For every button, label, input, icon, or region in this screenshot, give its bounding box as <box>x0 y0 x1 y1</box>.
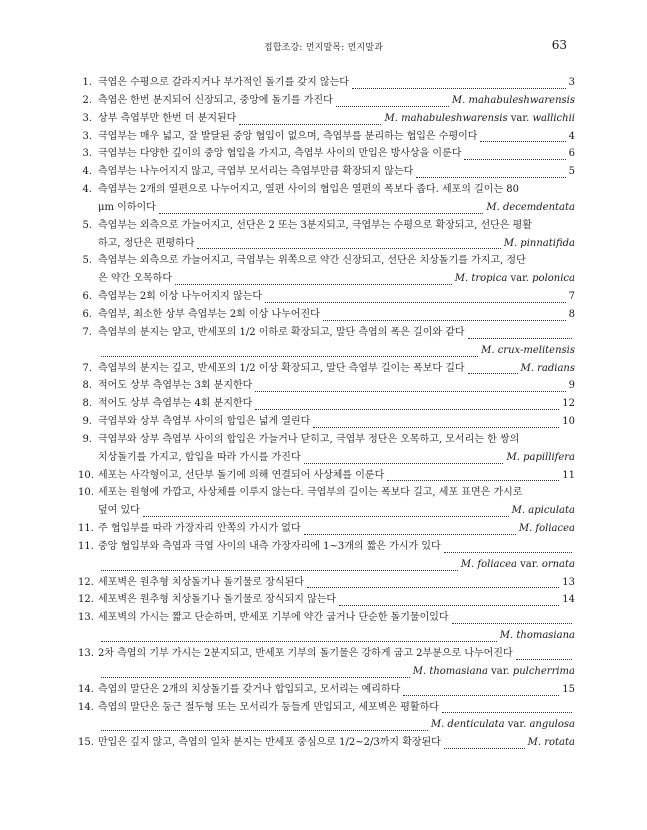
entry-text: 측엽부는 2개의 열편으로 나누어지고, 열편 사이의 협입은 열편의 폭보다 좁다. 세포의 길이는 80 <box>98 184 520 196</box>
leader-dots <box>101 570 458 571</box>
species-epithet: M. rotata <box>527 737 575 749</box>
variety-marker: var. <box>507 112 533 124</box>
leader-dots <box>313 427 559 428</box>
entry-number: 7. <box>82 326 92 338</box>
leader-dots <box>480 141 565 142</box>
leader-dots <box>468 373 518 374</box>
key-entry <box>78 110 575 128</box>
entry-text: 세포벽은 원추형 치상돌기나 돌기물로 장식된다 <box>98 576 304 588</box>
entry-body <box>98 395 575 413</box>
lead-number: 3 <box>568 77 575 88</box>
species-name <box>521 360 575 378</box>
species-epithet: M. tropica <box>454 273 508 285</box>
entry-text: 극엽부는 매우 넓고, 잘 발달된 중앙 협입이 없으며, 측엽부를 분리하는 협입은 수평이다 <box>98 130 478 142</box>
entry-text: 극엽은 수평으로 갈라지거나 부가적인 돌기를 갖지 않는다 <box>98 77 349 88</box>
leader-dots <box>307 587 559 588</box>
key-entry <box>78 92 575 110</box>
entry-text: 측엽부의 분지는 깊고, 반세포의 1/2 이상 확장되고, 말단 측엽부 길이는 폭보다 길다 <box>98 362 465 374</box>
entry-number: 11. <box>78 540 94 552</box>
entry-line <box>98 377 575 395</box>
lead-reference <box>569 74 575 92</box>
lead-reference <box>569 128 575 146</box>
variety-epithet: angulosa <box>529 719 575 731</box>
entry-text: 상부 측엽부만 한번 더 분지된다 <box>98 112 237 124</box>
entry-line <box>98 199 575 217</box>
lead-number: 12 <box>562 398 575 410</box>
entry-text: 극엽부는 다양한 깊이의 중앙 협입을 가지고, 측엽부 사이의 만입은 방사상을 이룬다 <box>98 148 462 160</box>
page-header <box>0 40 647 56</box>
entry-line <box>98 92 575 110</box>
key-entry <box>78 252 575 288</box>
leader-dots <box>442 712 572 713</box>
entry-number: 9. <box>82 416 92 428</box>
species-name <box>384 110 575 128</box>
entry-number: 8. <box>82 398 92 410</box>
key-entry <box>78 484 575 520</box>
entry-body <box>98 360 575 378</box>
leader-dots <box>175 284 452 285</box>
leader-dots <box>101 356 478 357</box>
entry-body <box>98 145 575 163</box>
leader-dots <box>387 480 559 481</box>
entry-line <box>98 484 575 502</box>
leader-dots <box>304 463 504 464</box>
leader-dots <box>255 409 559 410</box>
entry-text: 측엽의 말단은 둥근 절두형 또는 모서리가 둥들게 만입되고, 세포벽은 평활하다 <box>98 701 439 713</box>
key-entry <box>78 681 575 699</box>
leader-dots <box>101 641 497 642</box>
species-name <box>431 716 575 734</box>
leader-dots <box>452 623 572 624</box>
entry-text: 측엽은 한번 분지되어 신장되고, 중앙에 돌기를 가진다 <box>98 94 333 106</box>
entry-line <box>98 288 575 306</box>
running-title: 접합조강: 먼지말목: 먼지말과 <box>263 43 384 53</box>
lead-reference <box>562 413 575 431</box>
entry-line <box>98 324 575 342</box>
key-entry <box>78 377 575 395</box>
entry-number: 2. <box>82 94 92 106</box>
entry-number: 10. <box>78 487 94 499</box>
entry-line <box>98 449 575 467</box>
entry-body <box>98 377 575 395</box>
leader-dots <box>444 748 525 749</box>
entry-number: 15. <box>78 737 94 749</box>
leader-dots <box>197 248 500 249</box>
species-name <box>512 502 575 520</box>
entry-line <box>98 74 575 92</box>
entry-number: 4. <box>82 166 92 178</box>
lead-number: 8 <box>568 308 575 320</box>
key-entry <box>78 591 575 609</box>
variety-epithet: ornata <box>541 558 575 570</box>
entry-text: 덮여 있다 <box>98 505 140 517</box>
entry-line <box>98 645 575 663</box>
species-epithet: M. apiculata <box>511 505 575 517</box>
lead-reference <box>569 306 575 324</box>
species-epithet: M. papillifera <box>506 451 575 463</box>
entry-text: 주 협입부를 따라 가장자리 안쪽의 가시가 없다 <box>98 523 301 535</box>
leader-dots <box>159 213 484 214</box>
entry-line <box>98 128 575 146</box>
variety-epithet: polonica <box>532 273 575 285</box>
entry-line <box>98 252 575 270</box>
entry-text: 측엽부는 나누어지지 않고, 극엽부 모서리는 측엽부만큼 확장되지 않는다 <box>98 166 414 178</box>
key-entry <box>78 163 575 181</box>
entry-body <box>98 467 575 485</box>
entry-line <box>98 538 575 556</box>
entry-line <box>98 467 575 485</box>
variety-epithet: pulcherrima <box>512 665 575 677</box>
entry-text: 세포벽의 가시는 짧고 단순하며, 반세포 기부에 약간 굽거나 단순한 돌기물이있다 <box>98 612 449 624</box>
entry-line <box>98 306 575 324</box>
key-entry <box>78 734 575 752</box>
lead-number: 6 <box>568 148 575 160</box>
taxonomic-key <box>78 74 575 752</box>
entry-body <box>98 413 575 431</box>
entry-text: 세포는 사각형이고, 선단부 돌기에 의해 연결되어 사상체를 이룬다 <box>98 469 385 481</box>
species-name <box>455 270 575 288</box>
species-name <box>506 449 575 467</box>
species-name <box>413 663 575 681</box>
entry-text: 측엽부의 분지는 얕고, 반세포의 1/2 이하로 확장되고, 말단 측엽의 폭은 길이와 같다 <box>98 326 465 338</box>
entry-number: 13. <box>78 648 94 659</box>
entry-line <box>98 627 575 645</box>
entry-line <box>98 663 575 681</box>
entry-text: 적어도 상부 측엽부는 3회 분지한다 <box>98 380 253 392</box>
entry-text: 세포는 원형에 가깝고, 사상체를 이루지 않는다. 극엽부의 길이는 폭보다 길고, 세포 표면은 가시로 <box>98 487 523 499</box>
key-entry <box>78 306 575 324</box>
key-entry <box>78 520 575 538</box>
leader-dots <box>323 320 566 321</box>
species-name <box>481 342 575 360</box>
entry-text: 은 약간 오목하다 <box>98 273 172 285</box>
lead-reference <box>569 163 575 181</box>
leader-dots <box>352 88 566 89</box>
lead-number: 4 <box>568 130 575 142</box>
entry-number: 3. <box>82 130 92 142</box>
lead-reference <box>562 395 575 413</box>
leader-dots <box>101 677 410 678</box>
entry-line <box>98 681 575 699</box>
variety-marker: var. <box>507 273 533 285</box>
key-entry <box>78 538 575 574</box>
leader-dots <box>464 159 565 160</box>
entry-number: 4. <box>82 184 92 196</box>
variety-epithet: wallichii <box>532 112 575 124</box>
page-number: 63 <box>551 38 567 52</box>
lead-number: 15 <box>562 683 575 695</box>
entry-line <box>98 502 575 520</box>
entry-body <box>98 288 575 306</box>
entry-line <box>98 556 575 574</box>
leader-dots <box>143 516 509 517</box>
lead-number: 9 <box>568 380 575 392</box>
entry-line <box>98 145 575 163</box>
entry-line <box>98 110 575 128</box>
key-entry <box>78 395 575 413</box>
entry-body <box>98 324 575 360</box>
species-epithet: M. foliacea <box>460 558 517 570</box>
entry-text: 측엽부는 2회 이상 나누어지지 않는다 <box>98 291 262 303</box>
lead-number: 11 <box>562 469 575 481</box>
entry-line <box>98 716 575 734</box>
entry-line <box>98 699 575 717</box>
entry-body <box>98 74 575 92</box>
lead-number: 14 <box>562 594 575 606</box>
key-entry <box>78 413 575 431</box>
entry-body <box>98 306 575 324</box>
entry-text: μm 이하이다 <box>98 201 156 213</box>
entry-text: 중앙 협입부와 측엽과 극엽 사이의 내측 가장자리에 1~3개의 짧은 가시가 있다 <box>98 540 441 552</box>
entry-text: 치상돌기를 가지고, 합입을 따라 가시를 가진다 <box>98 451 301 463</box>
variety-marker: var. <box>516 558 542 570</box>
entry-line <box>98 163 575 181</box>
species-epithet: M. thomasiana <box>499 630 575 642</box>
lead-reference <box>562 591 575 609</box>
entry-line <box>98 217 575 235</box>
entry-line <box>98 360 575 378</box>
entry-number: 9. <box>82 433 92 445</box>
lead-reference <box>569 377 575 395</box>
entry-body <box>98 609 575 645</box>
entry-number: 1. <box>82 77 92 88</box>
key-entry <box>78 288 575 306</box>
key-entry <box>78 645 575 681</box>
species-epithet: M. decemdentata <box>486 201 575 213</box>
key-entry <box>78 324 575 360</box>
species-name <box>500 627 575 645</box>
entry-line <box>98 591 575 609</box>
species-name <box>528 734 575 752</box>
entry-number: 8. <box>82 380 92 392</box>
species-epithet: M. foliacea <box>518 523 575 535</box>
key-entry <box>78 217 575 253</box>
species-epithet: M. mahabuleshwarensis <box>451 94 575 106</box>
key-entry <box>78 609 575 645</box>
entry-line <box>98 270 575 288</box>
entry-text: 만입은 깊지 않고, 측엽의 일차 분지는 반세포 중심으로 1/2~2/3까지 확장된다 <box>98 737 441 749</box>
entry-number: 3. <box>82 148 92 160</box>
entry-line <box>98 431 575 449</box>
entry-body <box>98 252 575 288</box>
entry-text: 측엽부는 외측으로 가늘어지고, 극엽부는 위쪽으로 약간 신장되고, 선단은 치상돌기를 가지고, 정단 <box>98 255 526 267</box>
entry-number: 14. <box>78 683 94 695</box>
entry-text: 2차 측엽의 기부 가시는 2분지되고, 반세포 기부의 돌기물은 강하게 굽고 2부분으로 나누어진다 <box>98 648 513 659</box>
entry-body <box>98 699 575 735</box>
key-entry <box>78 128 575 146</box>
leader-dots <box>265 302 566 303</box>
entry-body <box>98 431 575 467</box>
entry-body <box>98 163 575 181</box>
species-epithet: M. mahabuleshwarensis <box>384 112 508 124</box>
entry-body <box>98 128 575 146</box>
leader-dots <box>101 730 428 731</box>
entry-number: 12. <box>78 576 94 588</box>
entry-text: 측엽의 말단은 2개의 치상돌기를 갖거나 합입되고, 모서리는 예리하다 <box>98 683 401 695</box>
entry-text: 측엽부, 최소한 상부 측엽부는 2회 이상 나누어진다 <box>98 308 320 320</box>
species-epithet: M. crux-melitensis <box>481 344 575 356</box>
lead-reference <box>569 145 575 163</box>
leader-dots <box>468 338 572 339</box>
entry-line <box>98 609 575 627</box>
entry-body <box>98 574 575 592</box>
leader-dots <box>304 534 516 535</box>
lead-number: 5 <box>568 166 575 178</box>
lead-number: 7 <box>568 291 575 303</box>
entry-text: 세포벽은 원추형 치상돌기나 돌기물로 장식되지 않는다 <box>98 594 337 606</box>
entry-body <box>98 92 575 110</box>
entry-text: 측엽부는 외측으로 가늘어지고, 선단은 2 또는 3분지되고, 극엽부는 수평으로 확장되고, 선단은 평활 <box>98 219 532 231</box>
species-epithet: M. denticulata <box>430 719 505 731</box>
entry-line <box>98 520 575 538</box>
entry-body <box>98 484 575 520</box>
entry-number: 11. <box>78 523 94 535</box>
entry-line <box>98 574 575 592</box>
lead-number: 10 <box>562 416 575 428</box>
leader-dots <box>516 659 572 660</box>
entry-body <box>98 591 575 609</box>
lead-reference <box>562 574 575 592</box>
entry-text: 극엽부와 상부 측엽부 사이의 합입은 가늘거나 닫히고, 극엽부 정단은 오목하고, 모서리는 한 쌍의 <box>98 433 520 445</box>
key-entry <box>78 74 575 92</box>
species-name <box>519 520 575 538</box>
species-name <box>486 199 575 217</box>
lead-number: 13 <box>562 576 575 588</box>
entry-line <box>98 413 575 431</box>
species-epithet: M. pinnatifida <box>503 237 575 249</box>
entry-line <box>98 734 575 752</box>
lead-reference <box>562 467 575 485</box>
entry-body <box>98 110 575 128</box>
entry-number: 6. <box>82 291 92 303</box>
entry-body <box>98 181 575 217</box>
leader-dots <box>239 124 381 125</box>
entry-number: 10. <box>78 469 94 481</box>
entry-line <box>98 181 575 199</box>
key-entry <box>78 181 575 217</box>
key-entry <box>78 145 575 163</box>
species-name <box>452 92 575 110</box>
entry-number: 3. <box>82 112 92 124</box>
entry-number: 13. <box>78 612 94 624</box>
key-entry <box>78 431 575 467</box>
entry-body <box>98 538 575 574</box>
entry-text: 적어도 상부 측엽부는 4회 분지한다 <box>98 398 253 410</box>
lead-reference <box>562 681 575 699</box>
entry-line <box>98 235 575 253</box>
lead-reference <box>569 288 575 306</box>
leader-dots <box>403 695 559 696</box>
species-name <box>461 556 575 574</box>
entry-body <box>98 217 575 253</box>
entry-number: 5. <box>82 255 92 267</box>
key-entry <box>78 699 575 735</box>
key-entry <box>78 574 575 592</box>
species-epithet: M. thomasiana <box>412 665 488 677</box>
leader-dots <box>339 605 559 606</box>
entry-text: 하고, 정단은 편평하다 <box>98 237 195 249</box>
entry-body <box>98 520 575 538</box>
entry-text: 극엽부와 상부 측엽부 사이의 합입은 넓게 열린다 <box>98 416 311 428</box>
entry-number: 5. <box>82 219 92 231</box>
entry-number: 14. <box>78 701 94 713</box>
entry-body <box>98 734 575 752</box>
key-entry <box>78 467 575 485</box>
species-name <box>504 235 575 253</box>
leader-dots <box>416 177 565 178</box>
entry-line <box>98 342 575 360</box>
variety-marker: var. <box>504 719 530 731</box>
entry-line <box>98 395 575 413</box>
entry-number: 7. <box>82 362 92 374</box>
entry-body <box>98 681 575 699</box>
key-entry <box>78 360 575 378</box>
leader-dots <box>444 552 572 553</box>
leader-dots <box>255 391 565 392</box>
leader-dots <box>336 106 449 107</box>
entry-number: 12. <box>78 594 94 606</box>
entry-number: 6. <box>82 308 92 320</box>
species-epithet: M. radians <box>520 362 575 374</box>
variety-marker: var. <box>487 665 513 677</box>
entry-body <box>98 645 575 681</box>
